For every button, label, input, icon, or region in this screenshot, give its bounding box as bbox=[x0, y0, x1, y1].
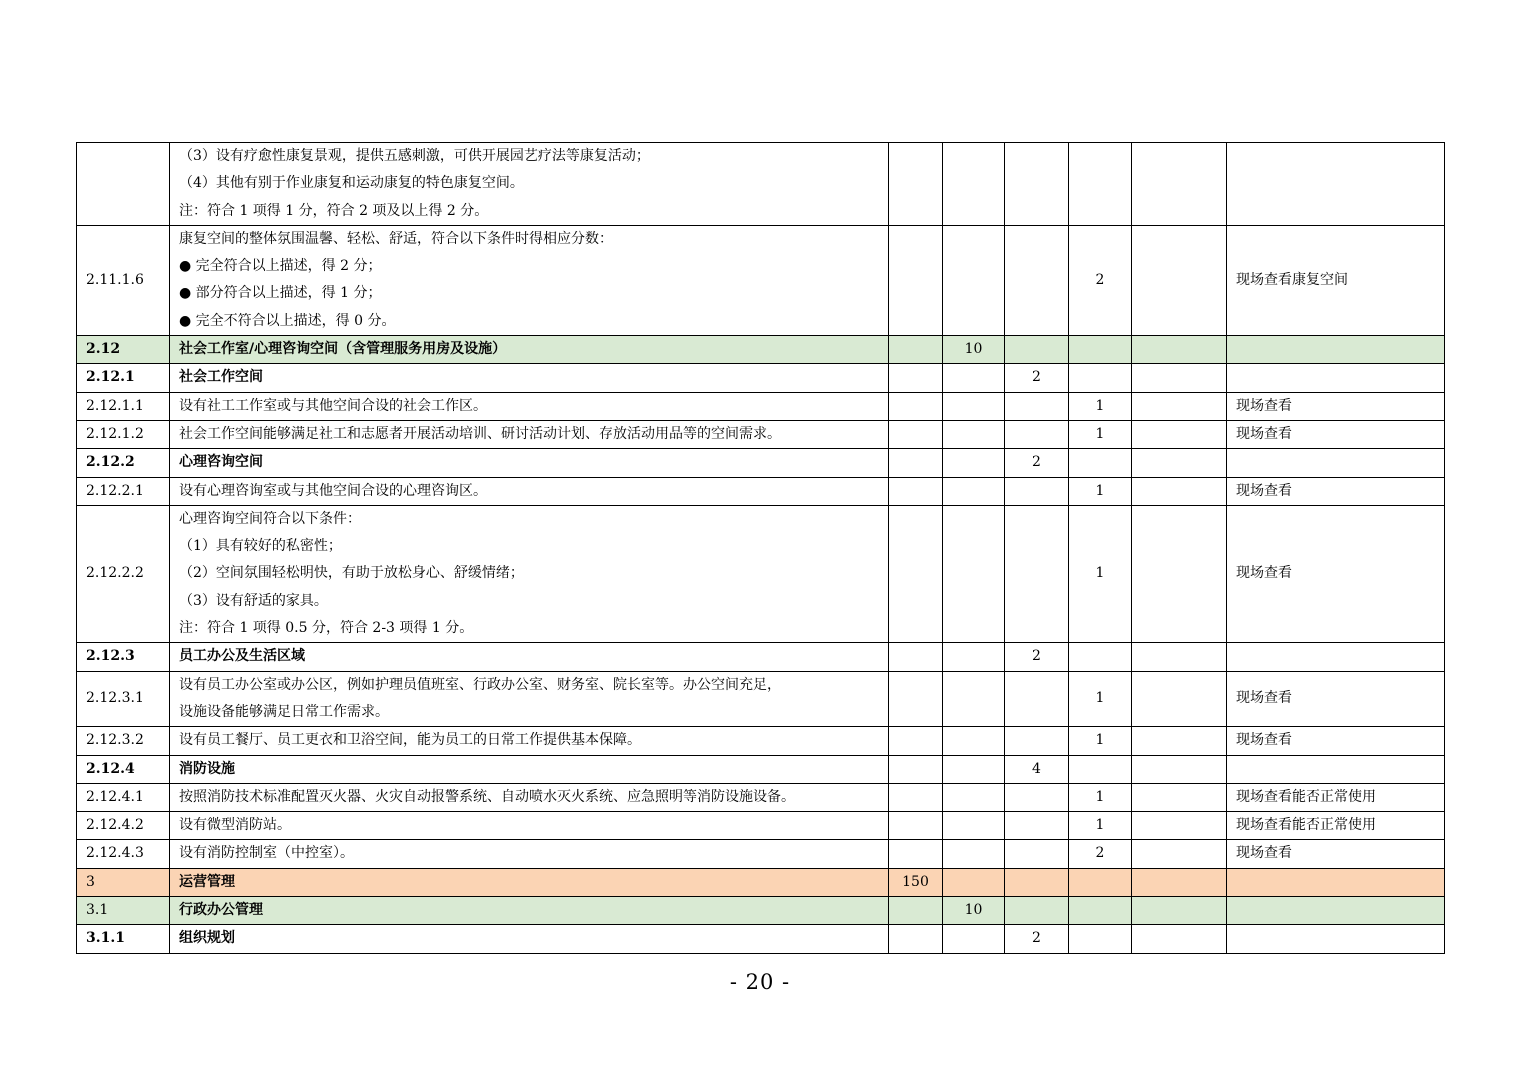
evaluation-method bbox=[1227, 868, 1445, 896]
score-col-3 bbox=[1005, 392, 1069, 420]
score-col-2 bbox=[943, 225, 1005, 335]
score-col-2 bbox=[943, 840, 1005, 868]
score-col-3: 2 bbox=[1005, 449, 1069, 477]
item-description: 消防设施 bbox=[170, 755, 889, 783]
score-col-5 bbox=[1132, 925, 1227, 953]
item-description: 设有心理咨询室或与其他空间合设的心理咨询区。 bbox=[170, 477, 889, 505]
score-col-5 bbox=[1132, 505, 1227, 642]
item-description: 设有微型消防站。 bbox=[170, 812, 889, 840]
item-code: 2.12.3.2 bbox=[77, 727, 170, 755]
score-col-3: 2 bbox=[1005, 925, 1069, 953]
score-col-4: 1 bbox=[1069, 671, 1132, 727]
item-code: 2.12.4.1 bbox=[77, 783, 170, 811]
table-row bbox=[77, 783, 1445, 811]
score-col-4: 1 bbox=[1069, 812, 1132, 840]
score-col-5 bbox=[1132, 477, 1227, 505]
item-code: 2.12.1 bbox=[77, 364, 170, 392]
score-col-1 bbox=[889, 505, 943, 642]
item-code: 2.12.2.2 bbox=[77, 505, 170, 642]
item-description: 按照消防技术标准配置灭火器、火灾自动报警系统、自动喷水灭火系统、应急照明等消防设施设备。 bbox=[170, 783, 889, 811]
score-col-3: 4 bbox=[1005, 755, 1069, 783]
score-col-5 bbox=[1132, 812, 1227, 840]
description-line: 设有员工办公室或办公区，例如护理员值班室、行政办公室、财务室、院长室等。办公空间充足， bbox=[179, 676, 781, 693]
table-row bbox=[77, 671, 1445, 727]
score-col-4 bbox=[1069, 336, 1132, 364]
item-code: 2.12.2 bbox=[77, 449, 170, 477]
item-description bbox=[170, 143, 889, 226]
score-col-2 bbox=[943, 477, 1005, 505]
score-col-4: 1 bbox=[1069, 392, 1132, 420]
score-col-1 bbox=[889, 783, 943, 811]
table-row bbox=[77, 420, 1445, 448]
score-col-5 bbox=[1132, 143, 1227, 226]
score-col-4: 1 bbox=[1069, 420, 1132, 448]
score-col-2 bbox=[943, 727, 1005, 755]
item-code: 3 bbox=[77, 868, 170, 896]
description-line: （3）设有疗愈性康复景观，提供五感刺激，可供开展园艺疗法等康复活动； bbox=[179, 148, 650, 164]
score-col-3 bbox=[1005, 897, 1069, 925]
page-number: - 20 - bbox=[729, 970, 791, 994]
evaluation-method bbox=[1227, 336, 1445, 364]
score-col-3 bbox=[1005, 783, 1069, 811]
item-code: 2.12.1.2 bbox=[77, 420, 170, 448]
score-col-5 bbox=[1132, 420, 1227, 448]
table-row bbox=[77, 727, 1445, 755]
score-col-2 bbox=[943, 868, 1005, 896]
score-col-4 bbox=[1069, 364, 1132, 392]
table-row bbox=[77, 812, 1445, 840]
score-col-4: 2 bbox=[1069, 225, 1132, 335]
description-line: （4）其他有别于作业康复和运动康复的特色康复空间。 bbox=[179, 175, 524, 192]
score-col-3 bbox=[1005, 225, 1069, 335]
score-col-1: 150 bbox=[889, 868, 943, 896]
item-description: 社会工作室/心理咨询空间（含管理服务用房及设施） bbox=[170, 336, 889, 364]
score-col-5 bbox=[1132, 392, 1227, 420]
subsection-row bbox=[77, 925, 1445, 953]
item-code: 3.1 bbox=[77, 897, 170, 925]
evaluation-method bbox=[1227, 143, 1445, 226]
description-line: 设施设备能够满足日常工作需求。 bbox=[179, 703, 389, 720]
evaluation-method bbox=[1227, 755, 1445, 783]
score-col-1 bbox=[889, 477, 943, 505]
score-col-5 bbox=[1132, 727, 1227, 755]
item-description: 社会工作空间能够满足社工和志愿者开展活动培训、研讨活动计划、存放活动用品等的空间需求。 bbox=[170, 420, 889, 448]
score-col-4 bbox=[1069, 755, 1132, 783]
score-col-3 bbox=[1005, 336, 1069, 364]
score-col-4 bbox=[1069, 868, 1132, 896]
description-line: （3）设有舒适的家具。 bbox=[179, 592, 328, 609]
score-col-3 bbox=[1005, 840, 1069, 868]
subsection-row bbox=[77, 755, 1445, 783]
evaluation-method: 现场查看 bbox=[1227, 420, 1445, 448]
score-col-5 bbox=[1132, 449, 1227, 477]
score-col-1 bbox=[889, 364, 943, 392]
score-col-2 bbox=[943, 671, 1005, 727]
score-col-2 bbox=[943, 392, 1005, 420]
item-description bbox=[170, 671, 889, 727]
score-col-4: 2 bbox=[1069, 840, 1132, 868]
chapter-row bbox=[77, 868, 1445, 896]
evaluation-method: 现场查看能否正常使用 bbox=[1227, 783, 1445, 811]
table-row bbox=[77, 840, 1445, 868]
score-col-3 bbox=[1005, 143, 1069, 226]
description-line: （2）空间氛围轻松明快，有助于放松身心、舒缓情绪； bbox=[179, 565, 524, 582]
score-col-5 bbox=[1132, 897, 1227, 925]
score-col-1 bbox=[889, 336, 943, 364]
score-col-2 bbox=[943, 783, 1005, 811]
score-col-3 bbox=[1005, 868, 1069, 896]
description-line: 心理咨询空间符合以下条件： bbox=[179, 510, 361, 527]
evaluation-method: 现场查看能否正常使用 bbox=[1227, 812, 1445, 840]
score-col-4 bbox=[1069, 143, 1132, 226]
score-col-4: 1 bbox=[1069, 505, 1132, 642]
score-col-2 bbox=[943, 143, 1005, 226]
score-col-5 bbox=[1132, 671, 1227, 727]
score-col-3 bbox=[1005, 671, 1069, 727]
evaluation-method: 现场查看 bbox=[1227, 727, 1445, 755]
description-line: 康复空间的整体氛围温馨、轻松、舒适，符合以下条件时得相应分数： bbox=[179, 230, 613, 247]
score-col-4: 1 bbox=[1069, 477, 1132, 505]
score-col-3 bbox=[1005, 505, 1069, 642]
description-line: ● 部分符合以上描述，得 1 分； bbox=[179, 285, 382, 302]
item-code: 2.12.1.1 bbox=[77, 392, 170, 420]
score-col-2 bbox=[943, 925, 1005, 953]
score-col-5 bbox=[1132, 225, 1227, 335]
evaluation-method bbox=[1227, 897, 1445, 925]
evaluation-method bbox=[1227, 364, 1445, 392]
score-col-1 bbox=[889, 143, 943, 226]
item-code: 2.12.2.1 bbox=[77, 477, 170, 505]
item-code: 2.11.1.6 bbox=[77, 225, 170, 335]
evaluation-method: 现场查看 bbox=[1227, 392, 1445, 420]
section-row bbox=[77, 336, 1445, 364]
score-col-3 bbox=[1005, 420, 1069, 448]
score-col-3: 2 bbox=[1005, 643, 1069, 671]
item-description: 设有社工工作室或与其他空间合设的社会工作区。 bbox=[170, 392, 889, 420]
score-col-2 bbox=[943, 812, 1005, 840]
table-row bbox=[77, 392, 1445, 420]
evaluation-method bbox=[1227, 925, 1445, 953]
item-description: 心理咨询空间 bbox=[170, 449, 889, 477]
score-col-1 bbox=[889, 812, 943, 840]
score-col-3 bbox=[1005, 812, 1069, 840]
description-line: 注：符合 1 项得 1 分，符合 2 项及以上得 2 分。 bbox=[179, 202, 489, 219]
item-code: 2.12.4 bbox=[77, 755, 170, 783]
score-col-2 bbox=[943, 449, 1005, 477]
score-col-1 bbox=[889, 671, 943, 727]
table-row bbox=[77, 143, 1445, 226]
score-col-5 bbox=[1132, 840, 1227, 868]
score-col-4 bbox=[1069, 925, 1132, 953]
score-col-3 bbox=[1005, 477, 1069, 505]
score-col-1 bbox=[889, 392, 943, 420]
score-col-1 bbox=[889, 897, 943, 925]
item-code: 2.12.3 bbox=[77, 643, 170, 671]
score-col-1 bbox=[889, 420, 943, 448]
table-row bbox=[77, 225, 1445, 335]
score-col-2 bbox=[943, 420, 1005, 448]
item-description: 设有员工餐厅、员工更衣和卫浴空间，能为员工的日常工作提供基本保障。 bbox=[170, 727, 889, 755]
description-line: ● 完全不符合以上描述，得 0 分。 bbox=[179, 312, 396, 329]
score-col-1 bbox=[889, 449, 943, 477]
table-row bbox=[77, 477, 1445, 505]
score-col-2 bbox=[943, 505, 1005, 642]
score-col-4: 1 bbox=[1069, 783, 1132, 811]
score-col-5 bbox=[1132, 783, 1227, 811]
subsection-row bbox=[77, 364, 1445, 392]
item-description: 组织规划 bbox=[170, 925, 889, 953]
score-col-2 bbox=[943, 755, 1005, 783]
item-description bbox=[170, 225, 889, 335]
item-code: 2.12.4.2 bbox=[77, 812, 170, 840]
item-code: 3.1.1 bbox=[77, 925, 170, 953]
description-line: （1）具有较好的私密性； bbox=[179, 538, 342, 555]
item-code: 2.12.3.1 bbox=[77, 671, 170, 727]
score-col-5 bbox=[1132, 643, 1227, 671]
score-col-2: 10 bbox=[943, 336, 1005, 364]
section-row bbox=[77, 897, 1445, 925]
item-description: 员工办公及生活区域 bbox=[170, 643, 889, 671]
evaluation-table bbox=[76, 142, 1445, 954]
description-line: ● 完全符合以上描述，得 2 分； bbox=[179, 258, 382, 275]
item-description bbox=[170, 505, 889, 642]
score-col-5 bbox=[1132, 868, 1227, 896]
evaluation-method: 现场查看 bbox=[1227, 840, 1445, 868]
evaluation-method: 现场查看 bbox=[1227, 477, 1445, 505]
evaluation-method: 现场查看康复空间 bbox=[1227, 225, 1445, 335]
score-col-1 bbox=[889, 727, 943, 755]
score-col-1 bbox=[889, 755, 943, 783]
evaluation-method: 现场查看 bbox=[1227, 671, 1445, 727]
score-col-1 bbox=[889, 840, 943, 868]
item-description: 行政办公管理 bbox=[170, 897, 889, 925]
score-col-4: 1 bbox=[1069, 727, 1132, 755]
item-description: 社会工作空间 bbox=[170, 364, 889, 392]
score-col-1 bbox=[889, 225, 943, 335]
item-code: 2.12 bbox=[77, 336, 170, 364]
item-code bbox=[77, 143, 170, 226]
item-description: 运营管理 bbox=[170, 868, 889, 896]
score-col-5 bbox=[1132, 336, 1227, 364]
score-col-3: 2 bbox=[1005, 364, 1069, 392]
score-col-4 bbox=[1069, 449, 1132, 477]
score-col-1 bbox=[889, 925, 943, 953]
score-col-5 bbox=[1132, 755, 1227, 783]
score-col-4 bbox=[1069, 643, 1132, 671]
evaluation-method: 现场查看 bbox=[1227, 505, 1445, 642]
score-col-2 bbox=[943, 643, 1005, 671]
description-line: 注：符合 1 项得 0.5 分，符合 2-3 项得 1 分。 bbox=[179, 620, 474, 637]
evaluation-method bbox=[1227, 449, 1445, 477]
score-col-5 bbox=[1132, 364, 1227, 392]
evaluation-method bbox=[1227, 643, 1445, 671]
item-description: 设有消防控制室（中控室）。 bbox=[170, 840, 889, 868]
score-col-4 bbox=[1069, 897, 1132, 925]
table-row bbox=[77, 505, 1445, 642]
subsection-row bbox=[77, 643, 1445, 671]
subsection-row bbox=[77, 449, 1445, 477]
score-col-3 bbox=[1005, 727, 1069, 755]
score-col-2: 10 bbox=[943, 897, 1005, 925]
item-code: 2.12.4.3 bbox=[77, 840, 170, 868]
score-col-2 bbox=[943, 364, 1005, 392]
score-col-1 bbox=[889, 643, 943, 671]
